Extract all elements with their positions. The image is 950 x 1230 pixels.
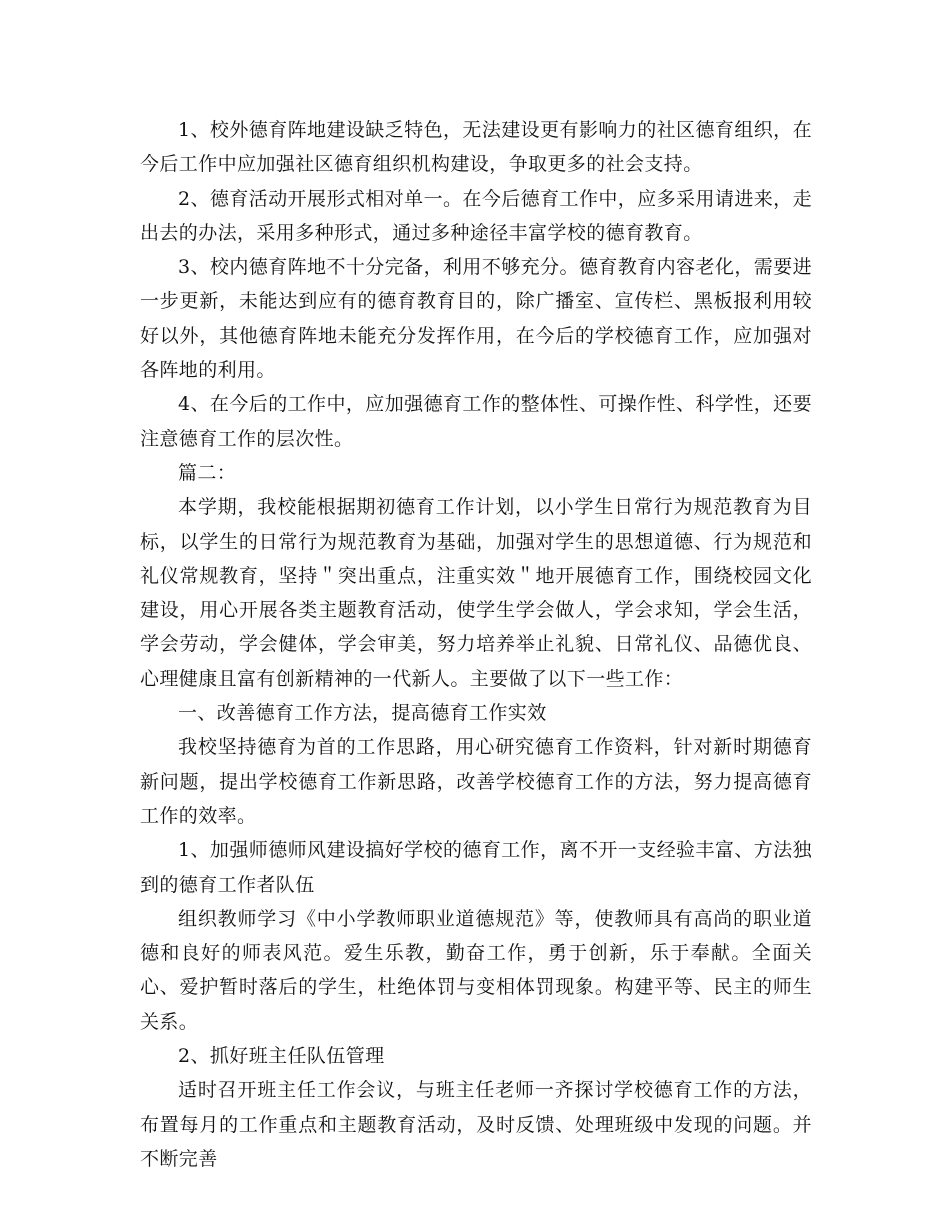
paragraph-class-teacher: 适时召开班主任工作会议，与班主任老师一齐探讨学校德育工作的方法，布置每月的工作重点和主题教育活动，及时反馈、处理班级中发现的问题。并不断完善: [140, 1079, 812, 1170]
paragraph-teacher-ethics: 组织教师学习《中小学教师职业道德规范》等，使教师具有高尚的职业道德和良好的师表风范。爱生乐教，勤奋工作，勇于创新，乐于奉献。全面关心、爱护暂时落后的学生，杜绝体罚与变相体罚现象。构建平等、民主的师生关系。: [140, 907, 812, 1033]
paragraph-intro: 本学期，我校能根据期初德育工作计划，以小学生日常行为规范教育为目标，以学生的日常行为规范教育为基础，加强对学生的思想道德、行为规范和礼仪常规教育，坚持＂突出重点，注重实效＂地开展德育工作，围绕校园文化建设，用心开展各类主题教育活动，使学生学会做人，学会求知，学会生活，学会劳动，学会健体，学会审美，努力培养举止礼貌、日常礼仪、品德优良、心理健康且富有创新精神的一代新人。主要做了以下一些工作：: [140, 496, 812, 690]
paragraph-2: 2、德育活动开展形式相对单一。在今后德育工作中，应多采用请进来，走出去的办法，采用多种形式，通过多种途径丰富学校的德育教育。: [140, 187, 812, 244]
paragraph-method: 我校坚持德育为首的工作思路，用心研究德育工作资料，针对新时期德育新问题，提出学校德育工作新思路，改善学校德育工作的方法，努力提高德育工作的效率。: [140, 736, 812, 827]
paragraph-4: 4、在今后的工作中，应加强德育工作的整体性、可操作性、科学性，还要注意德育工作的层次性。: [140, 393, 812, 450]
paragraph-1: 1、校外德育阵地建设缺乏特色，无法建设更有影响力的社区德育组织，在今后工作中应加强社区德育组织机构建设，争取更多的社会支持。: [140, 119, 812, 176]
section-heading-one: 一、改善德育工作方法，提高德育工作实效: [178, 702, 547, 725]
section-heading-part-two: 篇二：: [178, 461, 237, 484]
subheading-class-teacher: 2、抓好班主任队伍管理: [178, 1045, 385, 1068]
paragraph-3: 3、校内德育阵地不十分完备，利用不够充分。德育教育内容老化，需要进一步更新，未能达到应有的德育教育目的，除广播室、宣传栏、黑板报利用较好以外，其他德育阵地未能充分发挥作用，在今后的学校德育工作，应加强对各阵地的利用。: [140, 256, 812, 382]
subheading-teacher-ethics: 1、加强师德师风建设搞好学校的德育工作，离不开一支经验丰富、方法独到的德育工作者队伍: [140, 839, 812, 896]
document-body: [140, 113, 812, 1176]
